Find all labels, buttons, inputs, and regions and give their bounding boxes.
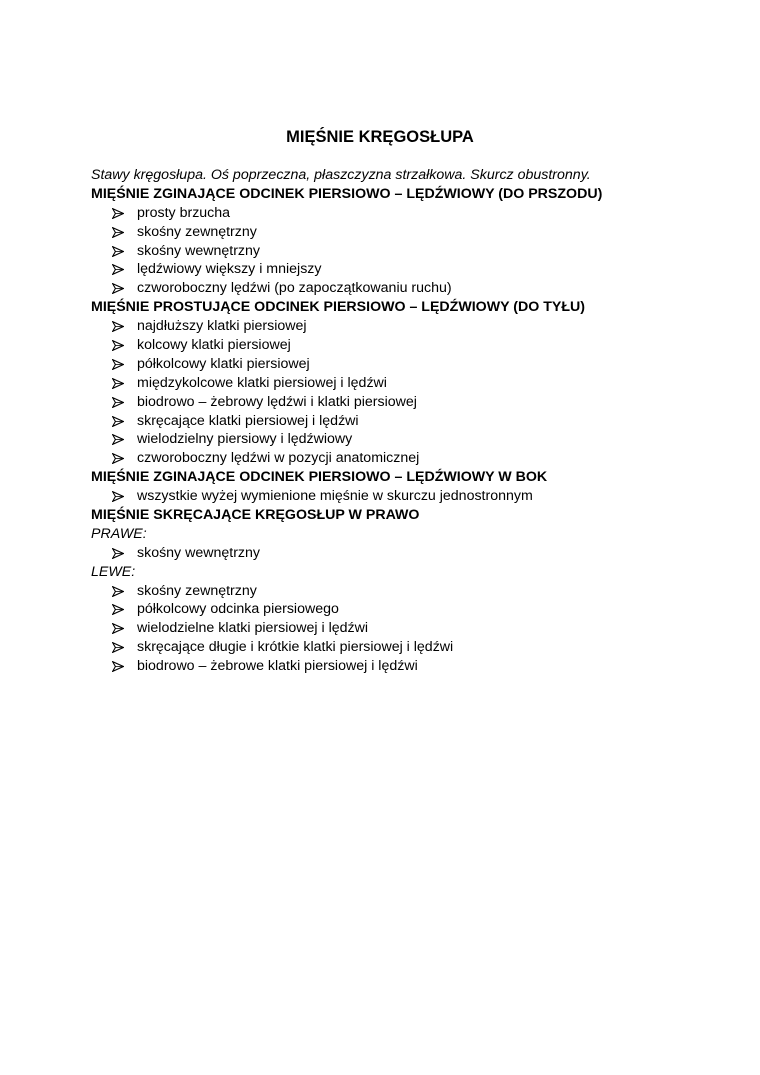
arrow-bullet-icon	[112, 638, 126, 657]
list-item	[91, 260, 711, 279]
list-item	[91, 317, 711, 336]
list-item-text: półkolcowy klatki piersiowej	[137, 355, 310, 372]
arrow-bullet-icon	[112, 355, 126, 374]
list-item	[91, 279, 711, 298]
list-item-text: skręcające klatki piersiowej i lędźwi	[137, 412, 359, 429]
arrow-bullet-icon	[112, 600, 126, 619]
list-item-text: półkolcowy odcinka piersiowego	[137, 601, 339, 618]
arrow-bullet-icon	[112, 374, 126, 393]
section-heading: MIĘŚNIE ZGINAJĄCE ODCINEK PIERSIOWO – LĘDŹWIOWY (DO PRSZODU)	[91, 185, 603, 202]
list-item	[91, 336, 711, 355]
document-body	[91, 166, 711, 676]
list-item-text: skośny zewnętrzny	[137, 223, 257, 240]
arrow-bullet-icon	[112, 317, 126, 336]
list-item	[91, 638, 711, 657]
list-item	[91, 412, 711, 431]
list-item-text: skośny zewnętrzny	[137, 582, 257, 599]
list-item-text: wielodzielny piersiowy i lędźwiowy	[137, 431, 353, 448]
list-item	[91, 242, 711, 261]
arrow-bullet-icon	[112, 336, 126, 355]
section-heading: MIĘŚNIE ZGINAJĄCE ODCINEK PIERSIOWO – LĘDŹWIOWY W BOK	[91, 469, 548, 486]
list-item-text: prosty brzucha	[137, 204, 231, 221]
list-item	[91, 600, 711, 619]
section-heading: MIĘŚNIE SKRĘCAJĄCE KRĘGOSŁUP W PRAWO	[91, 507, 420, 524]
arrow-bullet-icon	[112, 657, 126, 676]
arrow-bullet-icon	[112, 487, 126, 506]
list-item-text: czworoboczny lędźwi w pozycji anatomicznej	[137, 450, 420, 467]
list-item	[91, 355, 711, 374]
list-item-text: wielodzielne klatki piersiowej i lędźwi	[137, 620, 369, 637]
arrow-bullet-icon	[112, 544, 126, 563]
arrow-bullet-icon	[112, 260, 126, 279]
arrow-bullet-icon	[112, 449, 126, 468]
arrow-bullet-icon	[112, 619, 126, 638]
list-item-text: czworoboczny lędźwi (po zapoczątkowaniu ruchu)	[137, 280, 452, 297]
arrow-bullet-icon	[112, 430, 126, 449]
arrow-bullet-icon	[112, 223, 126, 242]
intro-text: Stawy kręgosłupa. Oś poprzeczna, płaszczyzna strzałkowa. Skurcz obustronny.	[91, 167, 591, 183]
list-item-text: międzykolcowe klatki piersiowej i lędźwi	[137, 374, 387, 391]
list-item	[91, 449, 711, 468]
list-item	[91, 487, 711, 506]
list-item-text: najdłuższy klatki piersiowej	[137, 318, 307, 335]
list-item-text: wszystkie wyżej wymienione mięśnie w skurczu jednostronnym	[137, 488, 533, 505]
arrow-bullet-icon	[112, 204, 126, 223]
left-side-label: LEWE:	[91, 563, 136, 580]
list-item	[91, 619, 711, 638]
list-item	[91, 657, 711, 676]
list-item-text: skośny wewnętrzny	[137, 242, 261, 259]
list-item	[91, 582, 711, 601]
section-heading: MIĘŚNIE PROSTUJĄCE ODCINEK PIERSIOWO – LĘDŹWIOWY (DO TYŁU)	[91, 299, 585, 316]
list-item-text: kolcowy klatki piersiowej	[137, 337, 291, 354]
list-item	[91, 223, 711, 242]
page-title: MIĘŚNIE KRĘGOSŁUPA	[286, 128, 474, 146]
list-item-text: biodrowo – żebrowy lędźwi i klatki piersiowej	[137, 393, 417, 410]
list-item	[91, 393, 711, 412]
arrow-bullet-icon	[112, 412, 126, 431]
list-item	[91, 544, 711, 563]
right-side-label: PRAWE:	[91, 525, 147, 542]
list-item	[91, 374, 711, 393]
arrow-bullet-icon	[112, 393, 126, 412]
list-item	[91, 204, 711, 223]
list-item-text: skręcające długie i krótkie klatki piersiowej i lędźwi	[137, 639, 454, 656]
list-item-text: lędźwiowy większy i mniejszy	[137, 261, 322, 278]
list-item-text: biodrowo – żebrowe klatki piersiowej i lędźwi	[137, 658, 418, 675]
list-item	[91, 430, 711, 449]
list-item-text: skośny wewnętrzny	[137, 544, 261, 561]
arrow-bullet-icon	[112, 242, 126, 261]
arrow-bullet-icon	[112, 279, 126, 298]
arrow-bullet-icon	[112, 582, 126, 601]
